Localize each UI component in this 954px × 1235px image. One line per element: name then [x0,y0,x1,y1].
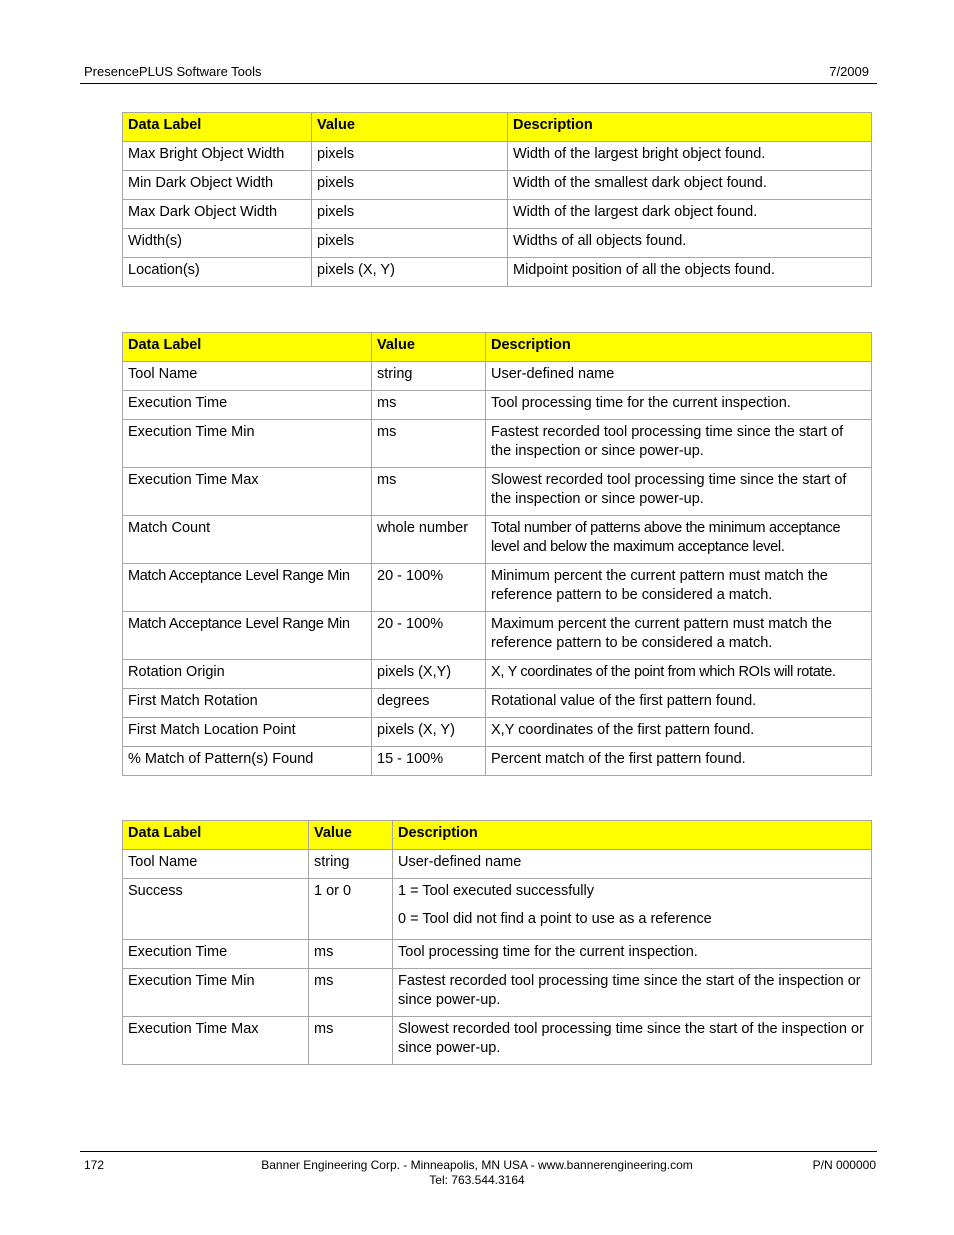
description-cell: Widths of all objects found. [508,229,872,258]
value-cell: pixels [312,200,508,229]
table-row [123,879,872,940]
data-table-1 [122,112,872,287]
table-row [123,391,872,420]
table-row [123,200,872,229]
description-cell: Total number of patterns above the minimum acceptance level and below the maximum acceptance level. [486,516,872,564]
data-label-cell: First Match Location Point [123,718,372,747]
value-cell: whole number [372,516,486,564]
description-cell: Midpoint position of all the objects found. [508,258,872,287]
table-row [123,171,872,200]
description-cell: Fastest recorded tool processing time since the start of the inspection or since power-up. [393,969,872,1017]
table-row [123,468,872,516]
column-header-value: Value [312,113,508,142]
data-label-cell: Max Bright Object Width [123,142,312,171]
data-label-cell: Execution Time Max [123,1017,309,1065]
data-label-cell: Success [123,879,309,940]
table-row [123,420,872,468]
description-cell: Width of the largest dark object found. [508,200,872,229]
description-line: 0 = Tool did not find a point to use as a reference [398,910,712,927]
table-header-row [123,113,872,142]
data-label-cell: Execution Time Min [123,420,372,468]
column-header-data-label: Data Label [123,821,309,850]
header-divider [80,83,877,84]
value-cell: ms [309,969,393,1017]
page-number: 172 [84,1158,105,1172]
footer-divider [80,1151,877,1152]
value-cell: degrees [372,689,486,718]
value-cell: string [309,850,393,879]
data-label-cell: Tool Name [123,362,372,391]
column-header-description: Description [393,821,872,850]
header-date: 7/2009 [829,64,869,79]
column-header-data-label: Data Label [123,113,312,142]
data-label-cell: Rotation Origin [123,660,372,689]
description-cell: Tool processing time for the current inspection. [393,940,872,969]
value-cell: ms [372,391,486,420]
table-row [123,689,872,718]
value-cell: pixels [312,142,508,171]
value-cell: 20 - 100% [372,564,486,612]
column-header-description: Description [486,333,872,362]
description-cell: Percent match of the first pattern found. [486,747,872,776]
value-cell: pixels (X, Y) [312,258,508,287]
column-header-data-label: Data Label [123,333,372,362]
value-cell: ms [372,420,486,468]
footer-company-line: Banner Engineering Corp. - Minneapolis, MN USA - www.bannerengineering.com [261,1158,693,1172]
data-label-cell: Execution Time [123,391,372,420]
table-row [123,940,872,969]
description-cell: Slowest recorded tool processing time since the start of the inspection or since power-up. [393,1017,872,1065]
description-cell: Fastest recorded tool processing time since the start of the inspection or since power-up. [486,420,872,468]
footer-tel-line: Tel: 763.544.3164 [429,1173,525,1187]
data-label-cell: Execution Time Min [123,969,309,1017]
table-row [123,229,872,258]
data-label-cell: Match Acceptance Level Range Min [123,564,372,612]
description-cell: User-defined name [486,362,872,391]
footer-contact [0,1158,954,1188]
description-cell: Minimum percent the current pattern must match the reference pattern to be considered a match. [486,564,872,612]
data-label-cell: Match Acceptance Level Range Min [123,612,372,660]
table-row [123,612,872,660]
description-line: 1 = Tool executed successfully [398,883,594,899]
value-cell: pixels [312,171,508,200]
description-cell: Width of the largest bright object found. [508,142,872,171]
description-cell [393,879,872,940]
description-cell: Tool processing time for the current inspection. [486,391,872,420]
description-cell: X, Y coordinates of the point from which ROIs will rotate. [486,660,872,689]
value-cell: 15 - 100% [372,747,486,776]
data-label-cell: Min Dark Object Width [123,171,312,200]
value-cell: ms [309,940,393,969]
description-cell: Slowest recorded tool processing time since the start of the inspection or since power-up. [486,468,872,516]
value-cell: 20 - 100% [372,612,486,660]
table-row [123,564,872,612]
value-cell: ms [309,1017,393,1065]
data-label-cell: Location(s) [123,258,312,287]
table-row [123,718,872,747]
value-cell: pixels [312,229,508,258]
header-title: PresencePLUS Software Tools [84,64,262,79]
data-label-cell: Max Dark Object Width [123,200,312,229]
value-cell: 1 or 0 [309,879,393,940]
table-row [123,142,872,171]
table-row [123,969,872,1017]
column-header-description: Description [508,113,872,142]
value-cell: ms [372,468,486,516]
column-header-value: Value [309,821,393,850]
table-row [123,258,872,287]
data-label-cell: % Match of Pattern(s) Found [123,747,372,776]
table-row [123,362,872,391]
table-header-row [123,821,872,850]
data-label-cell: Execution Time [123,940,309,969]
table-row [123,850,872,879]
value-cell: pixels (X,Y) [372,660,486,689]
table-row [123,1017,872,1065]
table-row [123,747,872,776]
value-cell: pixels (X, Y) [372,718,486,747]
data-label-cell: Tool Name [123,850,309,879]
data-label-cell: Execution Time Max [123,468,372,516]
part-number: P/N 000000 [812,1158,876,1172]
data-label-cell: Width(s) [123,229,312,258]
data-label-cell: Match Count [123,516,372,564]
description-cell: Maximum percent the current pattern must match the reference pattern to be considered a match. [486,612,872,660]
data-table-2 [122,332,872,776]
table-row [123,516,872,564]
table-header-row [123,333,872,362]
description-cell: User-defined name [393,850,872,879]
data-table-3 [122,820,872,1065]
data-label-cell: First Match Rotation [123,689,372,718]
description-cell: X,Y coordinates of the first pattern found. [486,718,872,747]
value-cell: string [372,362,486,391]
column-header-value: Value [372,333,486,362]
description-cell: Rotational value of the first pattern found. [486,689,872,718]
description-cell: Width of the smallest dark object found. [508,171,872,200]
table-row [123,660,872,689]
